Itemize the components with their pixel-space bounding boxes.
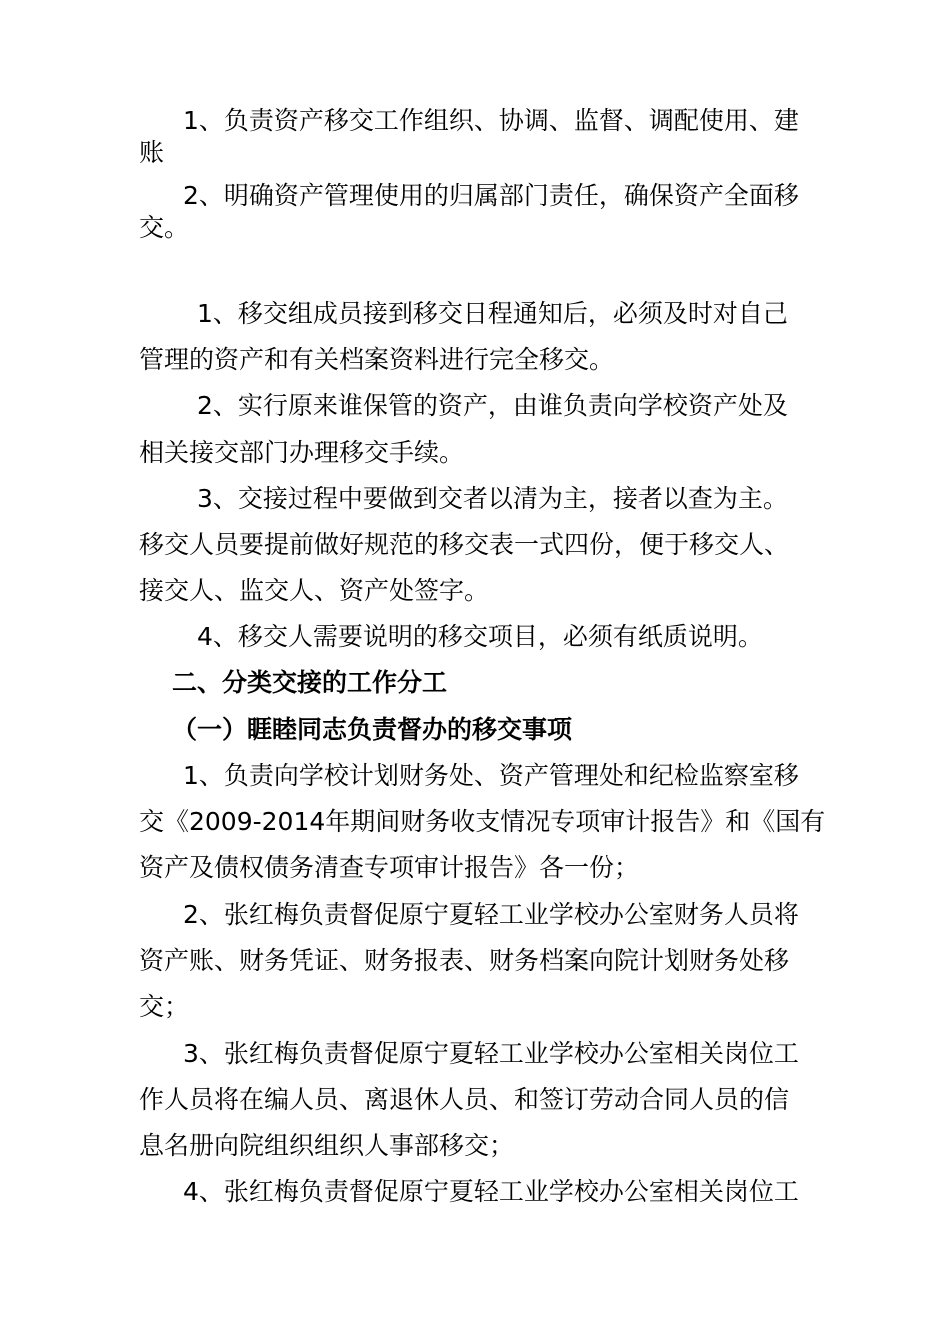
- paragraph-line: 交《2009-2014年期间财务收支情况专项审计报告》和《国有: [139, 807, 826, 836]
- paragraph-line: 交。: [139, 213, 190, 242]
- paragraph-line: 3、交接过程中要做到交者以清为主，接者以查为主。: [197, 484, 788, 513]
- paragraph-line: 3、张红梅负责督促原宁夏轻工业学校办公室相关岗位工: [183, 1039, 799, 1068]
- paragraph-line: 2、张红梅负责督促原宁夏轻工业学校办公室财务人员将: [183, 900, 799, 929]
- paragraph-line: 息名册向院组织组织人事部移交；: [139, 1131, 515, 1160]
- paragraph-line: 2、明确资产管理使用的归属部门责任，确保资产全面移: [183, 181, 799, 210]
- paragraph-line: 资产账、财务凭证、财务报表、财务档案向院计划财务处移: [139, 946, 790, 975]
- paragraph-line: 相关接交部门办理移交手续。: [139, 438, 465, 467]
- paragraph-line: 1、负责资产移交工作组织、协调、监督、调配使用、建: [183, 106, 799, 135]
- paragraph-line: 4、移交人需要说明的移交项目，必须有纸质说明。: [197, 622, 763, 651]
- paragraph-line: 账: [139, 138, 165, 167]
- paragraph-line: 移交人员要提前做好规范的移交表一式四份，便于移交人、: [139, 530, 790, 559]
- paragraph-line: 4、张红梅负责督促原宁夏轻工业学校办公室相关岗位工: [183, 1177, 799, 1206]
- paragraph-line: 资产及债权债务清查专项审计报告》各一份；: [139, 853, 640, 882]
- paragraph-line: 作人员将在编人员、离退休人员、和签订劳动合同人员的信: [139, 1085, 790, 1114]
- section-heading: 二、分类交接的工作分工: [172, 668, 448, 697]
- paragraph-line: 管理的资产和有关档案资料进行完全移交。: [139, 345, 615, 374]
- paragraph-line: 1、移交组成员接到移交日程通知后，必须及时对自己: [197, 299, 788, 328]
- subsection-heading: （一）睚睦同志负责督办的移交事项: [172, 715, 573, 744]
- paragraph-line: 接交人、监交人、资产处签字。: [139, 576, 490, 605]
- paragraph-line: 2、实行原来谁保管的资产，由谁负责向学校资产处及: [197, 391, 788, 420]
- paragraph-line: 交；: [139, 992, 190, 1021]
- paragraph-line: 1、负责向学校计划财务处、资产管理处和纪检监察室移: [183, 761, 799, 790]
